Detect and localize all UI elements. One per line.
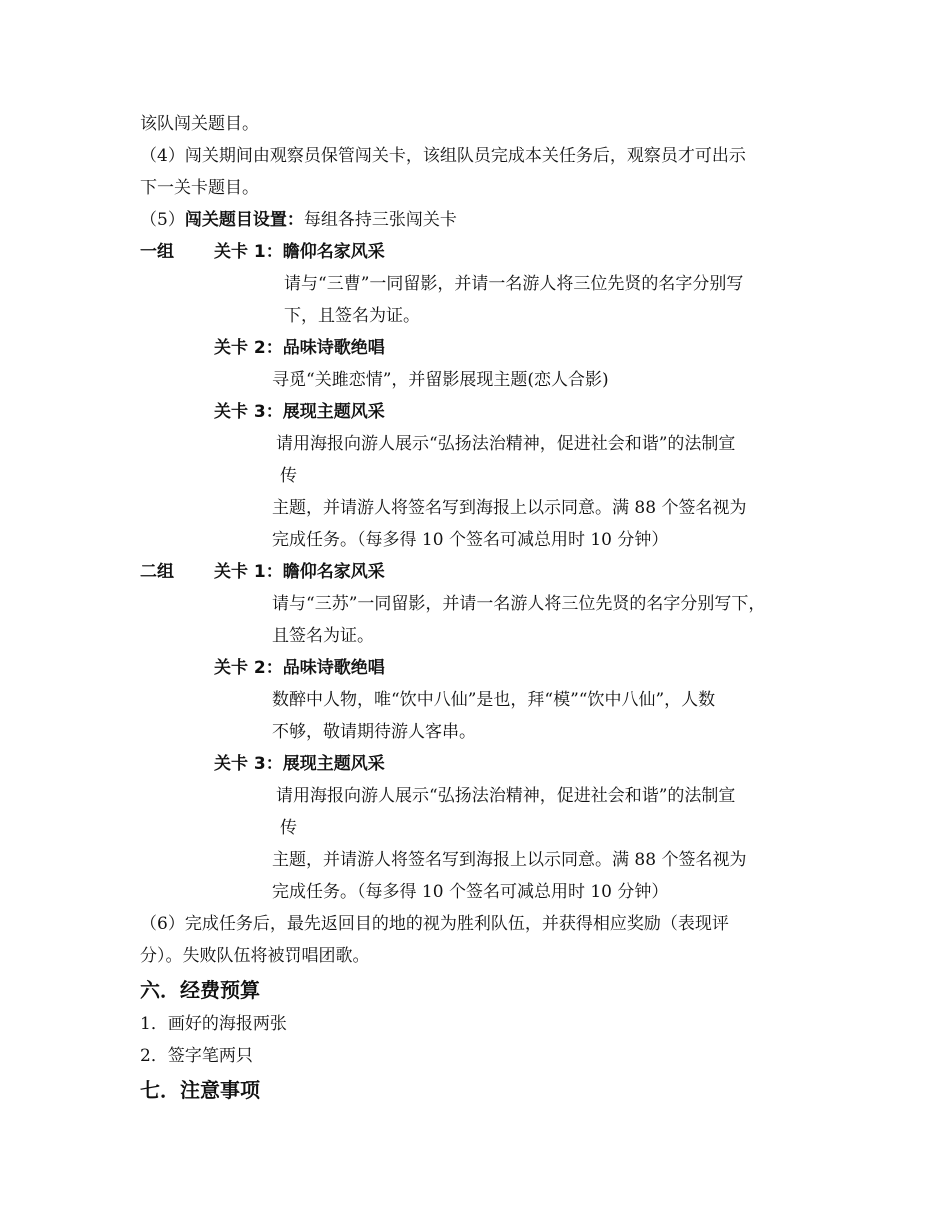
text-line: 下一关卡题目。 [140, 178, 259, 198]
text-line: 该队闯关题目。 [140, 114, 259, 134]
text-line: 寻觅“关雎恋情”，并留影展现主题(恋人合影) [272, 370, 609, 390]
text-line: 请用海报向游人展示“弘扬法治精神，促进社会和谐”的法制宣 [276, 786, 736, 806]
section-heading: 六．经费预算 [140, 978, 260, 1002]
text-line: 分）。失败队伍将被罚唱团歌。 [140, 946, 370, 966]
list-item: 1．画好的海报两张 [140, 1014, 287, 1034]
text-line: 传 [280, 466, 297, 486]
text-line: 不够，敬请期待游人客串。 [272, 722, 476, 742]
item-number: （5） [140, 210, 185, 230]
text-line: 数醉中人物，唯“饮中八仙”是也，拜“模”“饮中八仙”，人数 [272, 690, 716, 710]
text-line: 传 [280, 818, 297, 838]
checkpoint-title: 关卡 2：品味诗歌绝唱 [214, 658, 385, 678]
checkpoint-title: 关卡 2：品味诗歌绝唱 [214, 338, 385, 358]
text-line: 请与“三苏”一同留影，并请一名游人将三位先贤的名字分别写下， [272, 594, 766, 614]
item-heading: 闯关题目设置： [184, 210, 304, 230]
text-line: 下，且签名为证。 [284, 306, 420, 326]
text-line: 主题，并请游人将签名写到海报上以示同意。满 88 个签名视为 [272, 850, 747, 870]
text-line: 请用海报向游人展示“弘扬法治精神，促进社会和谐”的法制宣 [276, 434, 736, 454]
text-line: 主题，并请游人将签名写到海报上以示同意。满 88 个签名视为 [272, 498, 747, 518]
checkpoint-title: 关卡 3：展现主题风采 [214, 754, 385, 774]
item-text: 每组各持三张闯关卡 [303, 210, 457, 230]
list-item: 2．签字笔两只 [140, 1046, 253, 1066]
text-line: （4）闯关期间由观察员保管闯关卡，该组队员完成本关任务后，观察员才可出示 [140, 146, 746, 166]
section-heading: 七．注意事项 [140, 1078, 260, 1102]
text-line: （6）完成任务后，最先返回目的地的视为胜利队伍，并获得相应奖励（表现评 [140, 914, 729, 934]
text-line: 完成任务。（每多得 10 个签名可减总用时 10 分钟） [272, 882, 669, 902]
text-line: 完成任务。（每多得 10 个签名可减总用时 10 分钟） [272, 530, 669, 550]
text-line: 且签名为证。 [272, 626, 374, 646]
checkpoint-title: 关卡 1：瞻仰名家风采 [214, 242, 385, 262]
group-label: 二组 [140, 562, 174, 582]
text-line [140, 209, 457, 231]
checkpoint-title: 关卡 3：展现主题风采 [214, 402, 385, 422]
text-line: 请与“三曹”一同留影，并请一名游人将三位先贤的名字分别写 [284, 274, 744, 294]
group-label: 一组 [140, 242, 174, 262]
checkpoint-title: 关卡 1：瞻仰名家风采 [214, 562, 385, 582]
